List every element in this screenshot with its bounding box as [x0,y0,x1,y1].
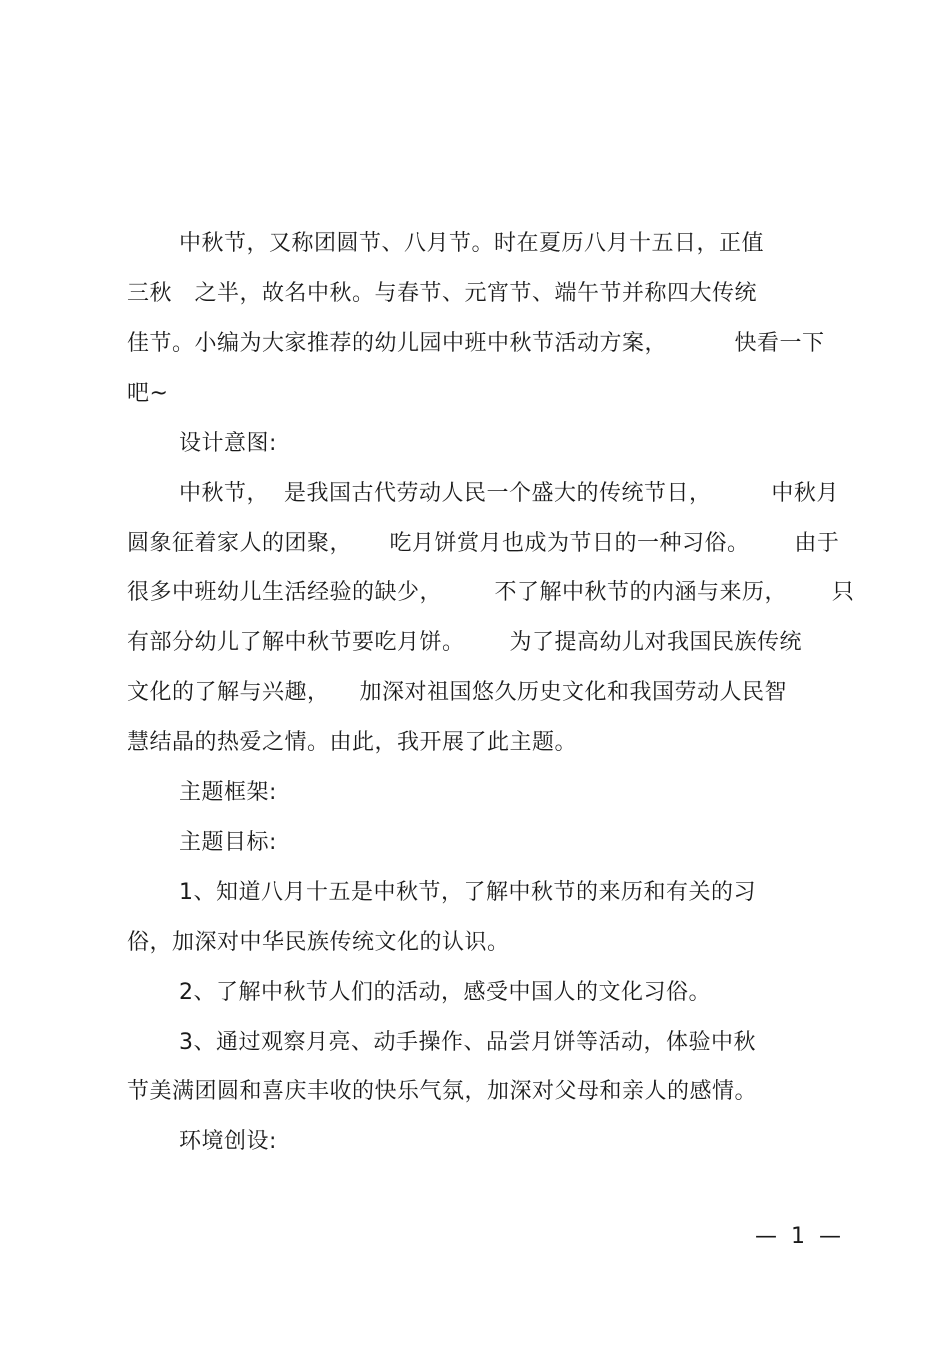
intro-line-2: 三秋 之半，故名中秋。与春节、元宵节、端午节并称四大传统 [127,281,757,306]
page-number: — 1 — [755,1224,841,1249]
design-line-4: 有部分幼儿了解中秋节要吃月饼。 为了提高幼儿对我国民族传统 [127,630,802,655]
design-line-3: 很多中班幼儿生活经验的缺少， 不了解中秋节的内涵与来历， 只 [127,580,855,605]
design-line-1: 中秋节， 是我国古代劳动人民一个盛大的传统节日， 中秋月 [179,481,839,506]
design-line-5: 文化的了解与兴趣， 加深对祖国悠久历史文化和我国劳动人民智 [127,680,787,705]
intro-line-3: 佳节。小编为大家推荐的幼儿园中班中秋节活动方案， 快看一下 [127,331,825,356]
design-line-2: 圆象征着家人的团聚， 吃月饼赏月也成为节日的一种习俗。 由于 [127,531,840,556]
goal-2: 2、了解中秋节人们的活动，感受中国人的文化习俗。 [179,980,711,1005]
intro-line-1: 中秋节，又称团圆节、八月节。时在夏历八月十五日，正值 [179,231,765,256]
framework-heading: 主题框架: [179,780,277,805]
goal-3-line-2: 节美满团圆和喜庆丰收的快乐气氛，加深对父母和亲人的感情。 [127,1079,758,1104]
goal-3-line-1: 3、通过观察月亮、动手操作、品尝月饼等活动，体验中秋 [179,1030,756,1055]
goal-1-line-2: 俗，加深对中华民族传统文化的认识。 [127,930,510,955]
goals-heading: 主题目标: [179,830,277,855]
design-line-6: 慧结晶的热爱之情。由此，我开展了此主题。 [127,730,578,755]
design-heading: 设计意图: [179,431,277,456]
intro-line-4: 吧~ [127,381,169,406]
environment-heading: 环境创设: [179,1129,277,1154]
goal-1-line-1: 1、知道八月十五是中秋节，了解中秋节的来历和有关的习 [179,880,756,905]
